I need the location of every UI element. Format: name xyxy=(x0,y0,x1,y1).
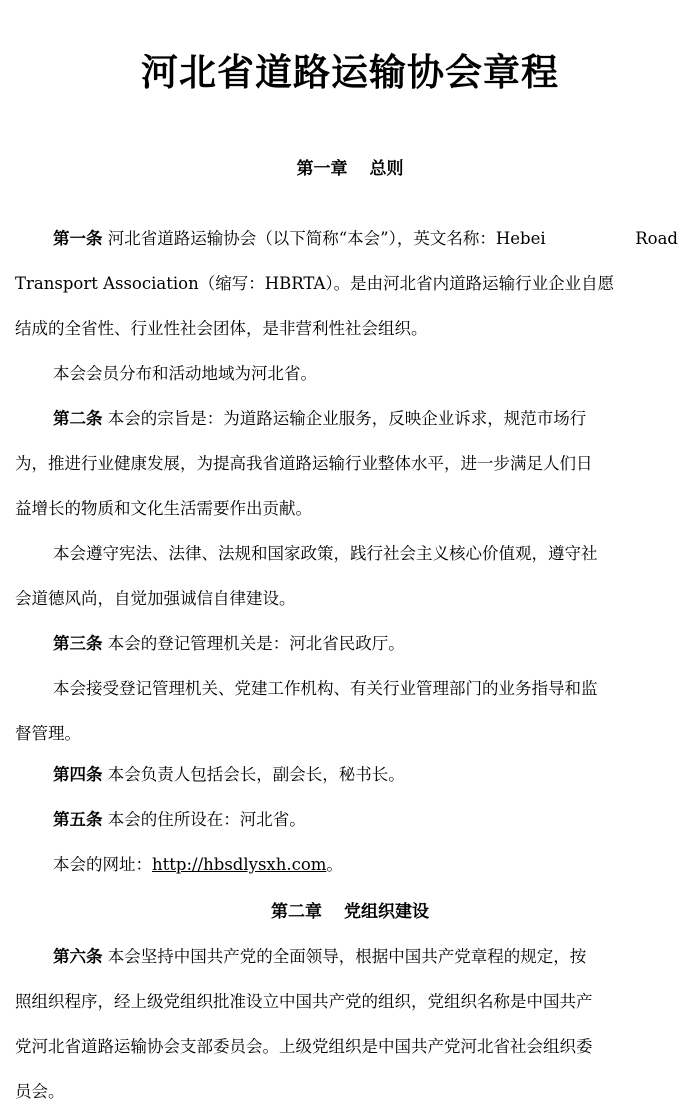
article-5-text: 本会的住所设在：河北省。 xyxy=(107,810,306,829)
chapter-2-name: 党组织建设 xyxy=(344,902,429,922)
article-2-line-3: 益增长的物质和文化生活需要作出贡献。 xyxy=(15,499,312,518)
article-2-line-1 xyxy=(15,396,678,441)
article-3-line-1 xyxy=(15,621,678,666)
article-6-label: 第六条 xyxy=(53,947,103,966)
article-6-line-4: 员会。 xyxy=(15,1082,65,1101)
article-6-text-1: 本会坚持中国共产党的全面领导，根据中国共产党章程的规定，按 xyxy=(107,947,587,966)
article-2-p2-line-1: 本会遵守宪法、法律、法规和国家政策，践行社会主义核心价值观，遵守社 xyxy=(53,544,598,563)
chapter-1-heading xyxy=(0,157,700,181)
article-3-text: 本会的登记管理机关是：河北省民政厅。 xyxy=(107,634,405,653)
article-1-label: 第一条 xyxy=(53,229,103,248)
article-6 xyxy=(15,934,678,1114)
article-3-p2-line-1: 本会接受登记管理机关、党建工作机构、有关行业管理部门的业务指导和监 xyxy=(53,679,598,698)
chapter-2-heading xyxy=(0,900,700,924)
article-2-line-2: 为，推进行业健康发展，为提高我省道路运输行业整体水平，进一步满足人们日 xyxy=(15,454,593,473)
article-4-label: 第四条 xyxy=(53,765,103,784)
article-6-line-1 xyxy=(15,934,678,979)
article-4-line-1 xyxy=(15,752,678,797)
article-5-paragraph-2 xyxy=(15,842,678,887)
article-3-label: 第三条 xyxy=(53,634,103,653)
website-label: 本会的网址： xyxy=(53,855,152,874)
article-1 xyxy=(15,216,678,351)
website-link[interactable]: http://hbsdlysxh.com xyxy=(152,855,327,874)
article-3-paragraph-2 xyxy=(15,666,678,756)
article-1-text-1: 河北省道路运输协会（以下简称“本会”），英文名称：Hebei xyxy=(107,229,546,248)
website-suffix: 。 xyxy=(326,855,343,874)
article-1-p2-text: 本会会员分布和活动地域为河北省。 xyxy=(53,364,317,383)
article-1-line-3: 结成的全省性、行业性社会团体，是非营利性社会组织。 xyxy=(15,319,428,338)
article-2-paragraph-2 xyxy=(15,531,678,621)
article-3 xyxy=(15,621,678,666)
article-6-line-3: 党河北省道路运输协会支部委员会。上级党组织是中国共产党河北省社会组织委 xyxy=(15,1037,593,1056)
article-1-paragraph-2 xyxy=(15,351,678,396)
document-title: 河北省道路运输协会章程 xyxy=(141,51,559,94)
website-line xyxy=(15,842,678,887)
article-2-p2-line-2: 会道德风尚，自觉加强诚信自律建设。 xyxy=(15,589,296,608)
article-5-label: 第五条 xyxy=(53,810,103,829)
article-1-line-1 xyxy=(15,216,678,261)
article-1-text-1b: Road xyxy=(635,229,678,248)
article-2-text-1: 本会的宗旨是：为道路运输企业服务，反映企业诉求，规范市场行 xyxy=(107,409,587,428)
article-1-line-2: Transport Association（缩写：HBRTA）。是由河北省内道路运输行业企业自愿 xyxy=(15,274,615,293)
article-4 xyxy=(15,752,678,797)
article-2 xyxy=(15,396,678,531)
article-5-line-1 xyxy=(15,797,678,842)
chapter-2-number: 第二章 xyxy=(271,902,322,922)
article-2-label: 第二条 xyxy=(53,409,103,428)
article-4-text: 本会负责人包括会长，副会长，秘书长。 xyxy=(107,765,405,784)
chapter-1-name: 总则 xyxy=(369,159,404,179)
article-3-p2-line-2: 督管理。 xyxy=(15,724,81,743)
article-5 xyxy=(15,797,678,842)
chapter-1-number: 第一章 xyxy=(296,159,348,179)
article-6-line-2: 照组织程序，经上级党组织批准设立中国共产党的组织，党组织名称是中国共产 xyxy=(15,992,593,1011)
